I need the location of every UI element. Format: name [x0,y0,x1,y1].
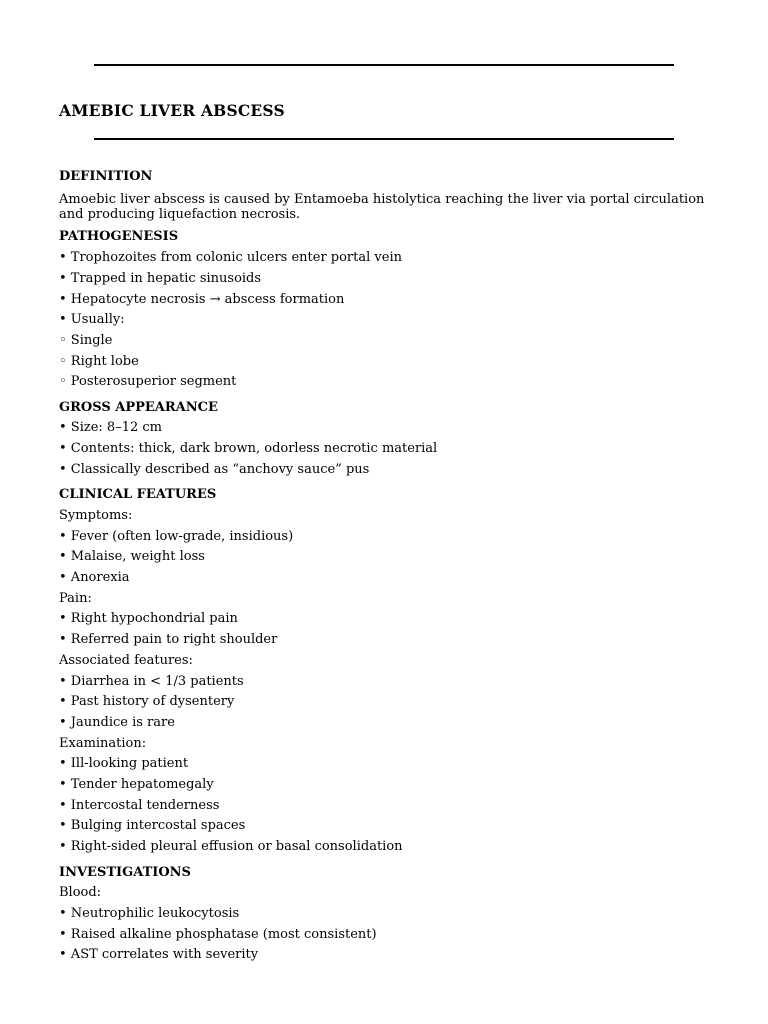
definition-heading: DEFINITION [59,169,153,184]
sub-list-item: ◦ Right lobe [59,353,139,369]
gross-appearance-heading: GROSS APPEARANCE [59,399,218,415]
list-item: • Past history of dysentery [59,694,235,710]
list-item: • Trapped in hepatic sinusoids [59,270,262,286]
subheading: Pain: [59,590,92,606]
clinical-features-heading: CLINICAL FEATURES [59,487,217,503]
list-item: • Right-sided pleural effusion or basal consolidation [59,839,403,855]
investigations-heading: INVESTIGATIONS [59,864,191,880]
subheading: Blood: [59,885,102,901]
list-item: • Usually: [59,312,125,328]
pathogenesis-heading: PATHOGENESIS [59,229,179,245]
list-item: • Raised alkaline phosphatase (most consistent) [59,926,377,942]
list-item: • Tender hepatomegaly [59,777,214,793]
subheading: Symptoms: [59,507,133,523]
list-item: • Trophozoites from colonic ulcers enter portal vein [59,250,402,266]
top-divider [94,64,674,66]
document-body [59,167,719,966]
list-item: • Ill-looking patient [59,756,189,772]
list-item: • Bulging intercostal spaces [59,818,246,834]
subheading: Associated features: [59,652,193,668]
list-item: • Malaise, weight loss [59,549,205,565]
list-item: • Classically described as “anchovy sauce” pus [59,461,370,477]
sub-list-item: ◦ Single [59,332,113,348]
list-item: • Jaundice is rare [59,714,175,730]
list-item: • Right hypochondrial pain [59,611,238,627]
list-item: • Anorexia [59,570,130,586]
document-title: AMEBIC LIVER ABSCESS [59,101,285,120]
subheading: Examination: [59,735,147,751]
title-divider [94,138,674,140]
sub-list-item: ◦ Posterosuperior segment [59,374,237,390]
list-item: • AST correlates with severity [59,947,259,963]
list-item: • Neutrophilic leukocytosis [59,905,240,921]
definition-text: Amoebic liver abscess is caused by Entamoeba histolytica reaching the liver via portal circulation and producing liquefaction necrosis. [59,191,705,223]
list-item: • Contents: thick, dark brown, odorless necrotic material [59,441,438,457]
list-item: • Intercostal tenderness [59,797,220,813]
list-item: • Referred pain to right shoulder [59,632,278,648]
list-item: • Diarrhea in < 1/3 patients [59,673,244,689]
list-item: • Size: 8–12 cm [59,420,162,436]
list-item: • Fever (often low-grade, insidious) [59,528,294,544]
list-item: • Hepatocyte necrosis → abscess formation [59,291,345,307]
